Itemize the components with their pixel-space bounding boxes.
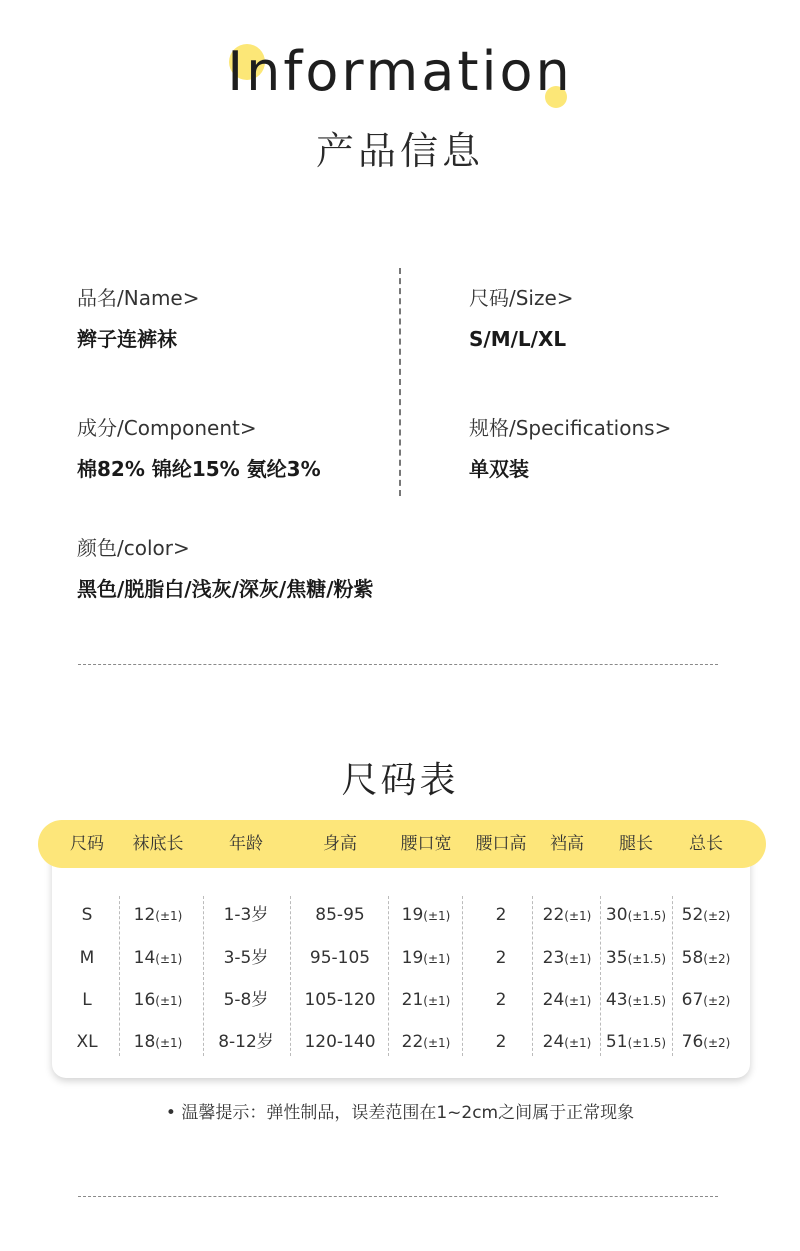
cell-tolerance: (±2) — [703, 909, 731, 923]
cell-value: 58 — [681, 948, 704, 968]
cell-value: 30 — [605, 905, 628, 925]
cell-value: 52 — [681, 905, 704, 925]
size-label: 尺码/Size> — [469, 286, 574, 310]
cell-value: 22 — [401, 1032, 424, 1052]
cell-tolerance: (±1) — [564, 994, 592, 1008]
column-separator — [203, 896, 204, 1056]
cell-tolerance: (±1) — [155, 952, 183, 966]
cell-tolerance: (±1) — [564, 952, 592, 966]
table-cell — [300, 946, 380, 970]
table-cell — [300, 1030, 380, 1054]
table-cell — [118, 988, 198, 1013]
cell-value: 16 — [133, 990, 156, 1010]
cell-tolerance: (±1) — [155, 909, 183, 923]
cell-tolerance: (±1) — [423, 994, 451, 1008]
hdr-height-label: 身高 — [323, 834, 357, 854]
horizontal-divider — [78, 664, 718, 665]
cell-value: 23 — [542, 948, 565, 968]
horizontal-divider — [78, 1196, 718, 1197]
cell-tolerance: (±1) — [423, 952, 451, 966]
hdr-leg-length-label: 腿长 — [619, 834, 653, 854]
color-field — [77, 534, 374, 602]
cell-tolerance: (±1.5) — [627, 952, 667, 966]
size-value: S/M/L/XL — [469, 327, 567, 351]
table-cell — [206, 946, 286, 970]
spec-value: 单双装 — [469, 457, 529, 481]
cell-tolerance: (±1) — [155, 1036, 183, 1050]
table-cell — [118, 903, 198, 928]
component-field — [77, 414, 321, 482]
table-cell — [666, 1030, 746, 1055]
tolerance-note: • 温馨提示：弹性制品，误差范围在1~2cm之间属于正常现象 — [165, 1103, 635, 1123]
cell-value: 24 — [542, 990, 565, 1010]
cell-value: 120-140 — [304, 1032, 376, 1052]
cell-value: 19 — [401, 905, 424, 925]
table-cell — [527, 988, 607, 1013]
table-cell — [386, 1030, 466, 1055]
table-cell — [47, 946, 127, 970]
hdr-age-label: 年龄 — [229, 834, 263, 854]
table-cell — [596, 988, 676, 1013]
cell-value: XL — [76, 1032, 98, 1052]
cell-value: S — [81, 905, 93, 925]
page-title-chinese: 产品信息 — [315, 129, 484, 173]
cell-value: 19 — [401, 948, 424, 968]
size-chart-title: 尺码表 — [341, 760, 459, 801]
table-cell — [300, 903, 380, 927]
table-cell — [666, 946, 746, 971]
size-field — [469, 284, 574, 352]
cell-value: 51 — [605, 1032, 628, 1052]
table-cell — [666, 903, 746, 928]
cell-tolerance: (±1.5) — [627, 1036, 667, 1050]
color-label: 颜色/color> — [77, 536, 190, 560]
cell-value: 35 — [605, 948, 628, 968]
cell-tolerance: (±1) — [423, 1036, 451, 1050]
cell-value: M — [79, 948, 95, 968]
cell-value: 105-120 — [304, 990, 376, 1010]
hdr-total-length-label: 总长 — [689, 834, 723, 854]
cell-value: 67 — [681, 990, 704, 1010]
color-value: 黑色/脱脂白/浅灰/深灰/焦糖/粉紫 — [77, 577, 374, 601]
table-cell — [386, 903, 466, 928]
table-cell — [300, 988, 380, 1012]
cell-tolerance: (±1) — [423, 909, 451, 923]
cell-tolerance: (±1.5) — [627, 994, 667, 1008]
table-cell — [596, 903, 676, 928]
cell-tolerance: (±2) — [703, 1036, 731, 1050]
table-cell — [47, 1030, 127, 1054]
name-value: 辫子连裤袜 — [77, 327, 177, 351]
cell-value: 95-105 — [309, 948, 371, 968]
table-cell — [596, 946, 676, 971]
cell-value: 22 — [542, 905, 565, 925]
cell-value: 24 — [542, 1032, 565, 1052]
cell-value: 2 — [495, 990, 507, 1010]
cell-value: 2 — [495, 905, 507, 925]
name-field — [77, 284, 200, 352]
hdr-sole-length-label: 袜底长 — [132, 834, 184, 854]
table-cell — [527, 1030, 607, 1055]
cell-value: 18 — [133, 1032, 156, 1052]
cell-value: 43 — [605, 990, 628, 1010]
name-label: 品名/Name> — [77, 286, 200, 310]
cell-value: 14 — [133, 948, 156, 968]
table-cell — [206, 903, 286, 927]
cell-tolerance: (±1.5) — [627, 909, 667, 923]
hdr-size-label: 尺码 — [70, 834, 104, 854]
table-cell — [386, 988, 466, 1013]
table-cell — [118, 1030, 198, 1055]
vertical-divider — [399, 268, 401, 496]
table-cell — [596, 1030, 676, 1055]
hdr-waist-height-label: 腰口高 — [475, 834, 527, 854]
cell-tolerance: (±1) — [155, 994, 183, 1008]
cell-value: 8-12岁 — [218, 1032, 274, 1052]
cell-value: 1-3岁 — [223, 905, 269, 925]
column-separator — [290, 896, 291, 1056]
table-cell — [47, 903, 127, 927]
table-cell — [527, 903, 607, 928]
hdr-waist-width-label: 腰口宽 — [400, 834, 452, 854]
cell-tolerance: (±2) — [703, 994, 731, 1008]
page-title-english: Information — [227, 40, 573, 103]
component-label: 成分/Component> — [77, 416, 257, 440]
table-cell — [206, 988, 286, 1012]
cell-value: 5-8岁 — [223, 990, 269, 1010]
cell-value: 2 — [495, 948, 507, 968]
cell-value: 21 — [401, 990, 424, 1010]
cell-tolerance: (±1) — [564, 909, 592, 923]
spec-label: 规格/Specifications> — [469, 416, 672, 440]
table-cell — [666, 988, 746, 1013]
cell-value: 76 — [681, 1032, 704, 1052]
table-cell — [206, 1030, 286, 1054]
table-cell — [527, 946, 607, 971]
cell-value: 3-5岁 — [223, 948, 269, 968]
spec-field — [469, 414, 671, 482]
cell-value: 12 — [133, 905, 156, 925]
cell-value: 2 — [495, 1032, 507, 1052]
cell-tolerance: (±2) — [703, 952, 731, 966]
hdr-crotch-height-label: 裆高 — [550, 834, 584, 854]
cell-value: L — [82, 990, 92, 1010]
component-value: 棉82% 锦纶15% 氨纶3% — [77, 457, 321, 481]
cell-value: 85-95 — [315, 905, 365, 925]
cell-tolerance: (±1) — [564, 1036, 592, 1050]
table-cell — [47, 988, 127, 1012]
table-cell — [118, 946, 198, 971]
table-cell — [386, 946, 466, 971]
